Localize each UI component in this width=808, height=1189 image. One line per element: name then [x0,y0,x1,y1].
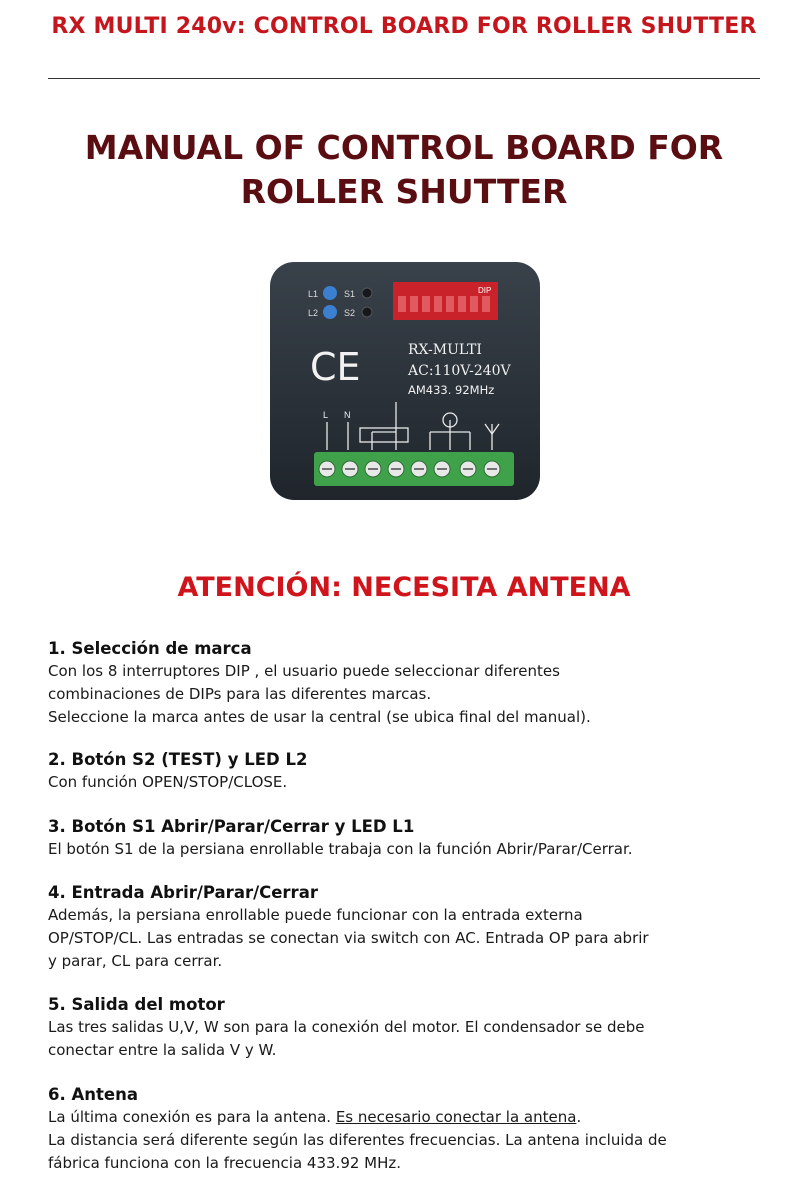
section-5-line-1: Las tres salidas U,V, W son para la conexión del motor. El condensador se debe [48,1018,645,1036]
led-l1-indicator [323,286,337,300]
model-label: RX-MULTI [408,342,482,358]
section-4-heading: 4. Entrada Abrir/Parar/Cerrar [48,883,318,902]
section-3-heading: 3. Botón S1 Abrir/Parar/Cerrar y LED L1 [48,817,415,836]
led-l2-label: L2 [308,308,319,318]
section-6-heading: 6. Antena [48,1085,138,1104]
section-1-line-2: combinaciones de DIPs para las diferentes marcas. [48,685,432,703]
led-l2-indicator [323,305,337,319]
section-1-heading: 1. Selección de marca [48,639,252,658]
section-6-line-1-end: . [576,1108,582,1126]
header-divider [48,78,760,79]
dip-label: DIP [478,286,492,295]
section-3 [48,816,778,861]
antenna-required-note: Es necesario conectar la antena [335,1108,577,1126]
attention-heading: ATENCIÓN: NECESITA ANTENA [177,572,631,603]
terminal-n-label: N [344,410,351,420]
page-title-line-2: ROLLER SHUTTER [240,172,568,211]
section-6-line-1 [48,1106,778,1129]
section-3-line-1: El botón S1 de la persiana enrollable trabaja con la función Abrir/Parar/Cerrar. [48,840,633,858]
section-5 [48,994,778,1062]
section-5-line-2: conectar entre la salida V y W. [48,1041,277,1059]
frequency-label: AM433. 92MHz [408,383,495,397]
page-title-line-1: MANUAL OF CONTROL BOARD FOR [84,128,724,167]
section-6-line-3: fábrica funciona con la frecuencia 433.92 MHz. [48,1154,402,1172]
section-2-line-1: Con función OPEN/STOP/CLOSE. [48,773,288,791]
terminal-l-label: L [323,410,329,420]
section-1-line-1: Con los 8 interruptores DIP , el usuario puede seleccionar diferentes [48,662,560,680]
button-s1 [362,288,372,298]
section-4-line-1: Además, la persiana enrollable puede funcionar con la entrada externa [48,906,583,924]
section-6-line-1-text: La última conexión es para la antena. [48,1108,336,1126]
section-5-heading: 5. Salida del motor [48,995,225,1014]
button-s1-label: S1 [344,289,356,299]
product-photo [230,232,570,532]
header-title: RX MULTI 240v: CONTROL BOARD FOR ROLLER SHUTTER [51,14,757,39]
section-6 [48,1084,778,1175]
section-4-line-2: OP/STOP/CL. Las entradas se conectan via switch con AC. Entrada OP para abrir [48,929,649,947]
button-s2 [362,307,372,317]
section-1 [48,638,778,729]
section-2-heading: 2. Botón S2 (TEST) y LED L2 [48,750,308,769]
section-4 [48,882,778,973]
section-4-line-3: y parar, CL para cerrar. [48,952,223,970]
section-6-line-2: La distancia será diferente según las diferentes frecuencias. La antena incluida de [48,1131,667,1149]
led-l1-label: L1 [308,289,319,299]
page-title [0,126,808,214]
button-s2-label: S2 [344,308,356,318]
voltage-label: AC:110V-240V [408,363,511,379]
section-1-line-3: Seleccione la marca antes de usar la central (se ubica final del manual). [48,708,591,726]
ce-mark: CE [310,345,361,389]
section-2 [48,749,778,794]
